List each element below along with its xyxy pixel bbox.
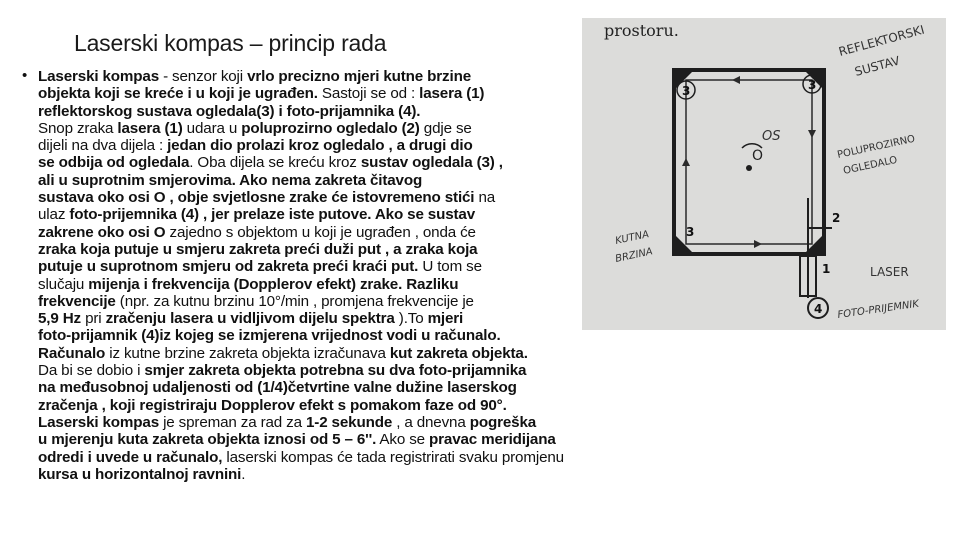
body-line	[38, 397, 698, 414]
laser-compass-diagram	[582, 18, 946, 330]
text-run: se odbija od ogledala	[38, 154, 190, 172]
text-run: pravac meridijana	[429, 431, 556, 449]
text-run: sustava oko osi O , obje svjetlosne zrake će istovremeno stići	[38, 189, 475, 207]
text-run: , a dnevna	[392, 413, 470, 431]
text-run: iz kutne brzine zakreta objekta izračunava	[105, 344, 390, 362]
text-run: putuje u suprotnom smjeru od zakreta preći kraći put.	[38, 258, 419, 276]
text-run: ).To	[394, 310, 428, 328]
text-run: na	[474, 189, 496, 207]
text-run: . Oba dijela se kreću kroz	[189, 154, 361, 172]
text-run: Ako se	[376, 431, 430, 449]
text-run: lasera (1)	[117, 119, 183, 137]
text-run: U tom se	[418, 258, 482, 276]
text-run: - senzor koji	[159, 68, 248, 85]
text-run: Računalo	[38, 344, 106, 362]
body-line	[38, 362, 698, 379]
mirror-label-1: POLUPROZIRNO	[836, 133, 917, 161]
text-run: reflektorskog sustava ogledala(3) i foto-prijamnika (4).	[38, 102, 421, 120]
body-line	[38, 379, 698, 396]
text-run: 5,9 Hz	[38, 310, 81, 328]
text-run: gdje se	[419, 119, 472, 137]
label-1: 1	[822, 262, 831, 276]
rate-label-2: BRZINA	[614, 246, 654, 265]
body-line	[38, 345, 698, 362]
text-run: foto-prijamnik (4)iz kojeg se izmjerena vrijednost vodi u računalo.	[38, 327, 501, 345]
text-run: kursa u horizontalnoj ravnini	[38, 465, 242, 483]
text-run: Da bi se dobio i	[38, 362, 145, 380]
body-line	[38, 449, 698, 466]
text-run: Snop zraka	[38, 119, 118, 137]
label-4: 4	[814, 302, 823, 316]
text-run: zračenju lasera u vidljivom dijelu spektra	[105, 310, 395, 328]
text-run: poluprozirno ogledalo (2)	[241, 119, 420, 137]
body-line	[38, 431, 698, 448]
text-run: jedan dio prolazi kroz ogledalo , a drugi dio	[167, 137, 473, 155]
diagram-photo	[582, 18, 946, 330]
text-run: ulaz	[38, 206, 70, 224]
text-run: objekta koji se kreće i u koji je ugrađen.	[38, 85, 318, 103]
text-run: sustav ogledala (3) ,	[360, 154, 503, 172]
axis-point	[746, 165, 752, 171]
text-run: udara u	[182, 119, 242, 137]
slide-title: Laserski kompas – princip rada	[74, 30, 387, 56]
text-run: .	[241, 465, 246, 483]
body-line	[38, 414, 698, 431]
text-run: mijenja i frekvencija (Dopplerov efekt) zrake. Razliku	[88, 275, 459, 293]
text-run: Sastoji se od :	[317, 85, 420, 103]
text-run: zraka koja putuje u smjeru zakreta preći duži put , a zraka koja	[38, 240, 478, 258]
text-run: 1-2 sekunde	[305, 413, 393, 431]
text-run: frekvencije	[38, 292, 116, 310]
text-run: pri	[81, 310, 106, 328]
text-run: je spreman za rad za	[159, 413, 306, 431]
text-run: slučaju	[38, 275, 89, 293]
text-run: smjer zakreta objekta potrebna su dva foto-prijamnika	[144, 362, 527, 380]
os-label: OS	[762, 129, 781, 144]
body-line	[38, 466, 698, 483]
text-run: (npr. za kutnu brzinu 10°/min , promjena frekvencije je	[115, 292, 474, 310]
text-run: zajedno s objektom u koji je ugrađen , onda će	[165, 223, 476, 241]
figure-caption: prostoru.	[604, 21, 679, 40]
reflector-label-1: REFLEKTORSKI	[837, 22, 926, 59]
text-run: mjeri	[427, 310, 464, 328]
label-3-top-right: 3	[808, 78, 817, 92]
bullet-marker: •	[22, 67, 28, 84]
text-run: odredi i uvede u računalo,	[38, 448, 227, 466]
text-run: foto-prijemnika (4) , jer prelaze iste putove. Ako se sustav	[69, 206, 476, 224]
text-run: lasera (1)	[419, 85, 485, 103]
text-run: u mjerenju kuta zakreta objekta iznosi od 5 – 6''.	[38, 431, 377, 449]
text-run: na međusobnoj udaljenosti od (1/4)četvrtine valne dužine laserskog	[38, 379, 517, 397]
text-run: zakrene oko osi O	[38, 223, 166, 241]
text-run: ali u suprotnim smjerovima. Ako nema zakreta čitavog	[38, 171, 423, 189]
label-3-top-left: 3	[682, 84, 691, 98]
text-run: zračenja , koji registriraju Dopplerov efekt s pomakom faze od 90°.	[38, 396, 507, 414]
reflector-label-2: SUSTAV	[853, 53, 902, 79]
laser-label: LASER	[870, 265, 909, 279]
rate-label-1: KUTNA	[614, 229, 651, 247]
body-line	[38, 327, 698, 344]
text-run: vrlo precizno mjeri kutne brzine	[247, 68, 471, 85]
mirror-label-2: OGLEDALO	[842, 154, 899, 177]
text-run: laserski kompas će tada registrirati svaku promjenu	[226, 448, 564, 466]
label-3-bottom-left: 3	[686, 225, 695, 239]
text-run: pogreška	[469, 413, 537, 431]
text-run: kut zakreta objekta.	[389, 344, 528, 362]
text-run: dijeli na dva dijela :	[38, 137, 168, 155]
axis-label: O	[752, 148, 764, 164]
detector-label: FOTO-PRIJEMNIK	[836, 298, 920, 321]
text-run: Laserski kompas	[38, 68, 160, 85]
text-run: Laserski kompas	[38, 413, 160, 431]
label-2: 2	[832, 211, 841, 225]
